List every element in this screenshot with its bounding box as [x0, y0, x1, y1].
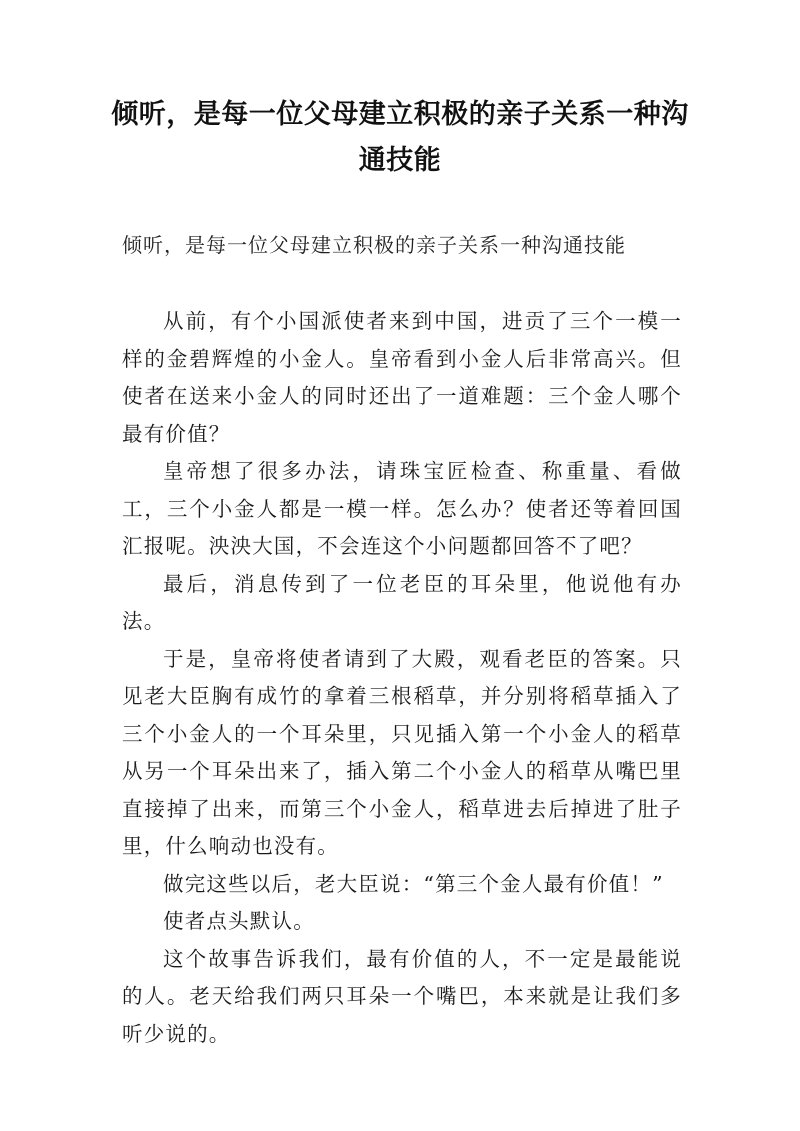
- document-subtitle: 倾听，是每一位父母建立积极的亲子关系一种沟通技能: [122, 233, 626, 257]
- paragraph: 最后，消息传到了一位老臣的耳朵里，他说他有办法。: [122, 571, 682, 633]
- paragraph: 做完这些以后，老大臣说：“第三个金人最有价值！”: [163, 871, 664, 896]
- paragraph: 从前，有个小国派使者来到中国，进贡了三个一模一样的金碧辉煌的小金人。皇帝看到小金人后非常高兴。但使者在送来小金人的同时还出了一道难题：三个金人哪个最有价值？: [122, 309, 682, 446]
- paragraph: 于是，皇帝将使者请到了大殿，观看老臣的答案。只见老大臣胸有成竹的拿着三根稻草，并分别将稻草插入了三个小金人的一个耳朵里，只见插入第一个小金人的稻草从另一个耳朵出来了，插入第二个小金人的稻草从嘴巴里直接掉了出来，而第三个小金人，稻草进去后掉进了肚子里，什么响动也没有。: [122, 646, 682, 858]
- paragraph: 皇帝想了很多办法，请珠宝匠检查、称重量、看做工，三个小金人都是一模一样。怎么办？使者还等着回国汇报呢。泱泱大国，不会连这个小问题都回答不了吧？: [122, 459, 682, 558]
- paragraph: 这个故事告诉我们，最有价值的人，不一定是最能说的人。老天给我们两只耳朵一个嘴巴，本来就是让我们多听少说的。: [122, 946, 682, 1046]
- document-body: [122, 303, 682, 1053]
- paragraph: 使者点头默认。: [163, 909, 315, 933]
- document-title: 倾听，是每一位父母建立积极的亲子关系一种沟通技能: [111, 99, 689, 176]
